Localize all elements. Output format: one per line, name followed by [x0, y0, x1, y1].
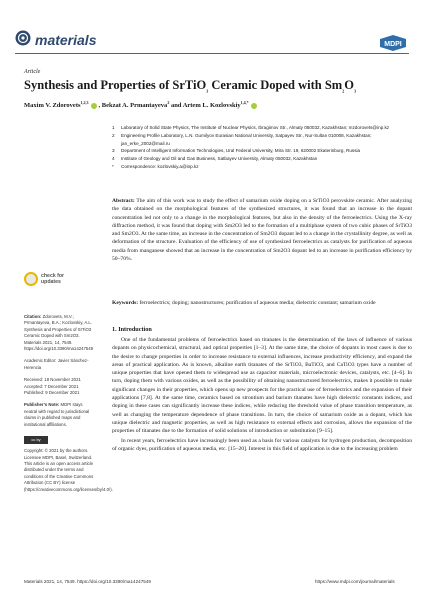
cc-license-icon[interactable]: cc by	[24, 436, 48, 444]
affiliation-item: 3 Department of Intelligent Information Technologies, Ural Federal University, Mira Str. 19, 620002 Ekaterinburg, Russia	[112, 148, 361, 154]
keywords: Keywords: ferroelectrics; doping; nanostructures; purification of aqueous media; dielectric constant; samarium oxide	[112, 300, 376, 306]
citation: Citation: Zdorovets, M.V.; Prmantayeva, B.A.; Kozlovskiy, A.L. Synthesis and Properties of SrTiO3 Ceramic Doped with Sm2O3. Materials 2021, 14, 7549. https://doi.org/10.3390/ma14247549	[24, 314, 94, 352]
correspondence: * Correspondence: kozlovskiy.a@inp.kz	[112, 163, 199, 169]
affiliation-item: 2 Engineering Profile Laboratory, L.N. Gumilyov Eurasian National University, Satpayev Str., Nur-Sultan 010008, Kazakhstan; jan_erke_2002@mail.ru	[112, 132, 372, 146]
body-text	[112, 336, 412, 454]
author-list: Maxim V. Zdorovets$^{1,2,3}$ , Bekzat A. Prmantayeva$^2$ and Artem L. Kozlovskiy$^{1,4,*}$	[24, 101, 414, 110]
affiliation-item: 1 Laboratory of Solid State Physics, The Institute of Nuclear Physics, Ibragimov Str., Almaty 050032, Kazakhstan; mzdorovets@inp.kz	[112, 125, 390, 130]
abstract-text: The aim of this work was to study the effect of samarium oxide doping on a SrTiO3 perovskite ceramic. After analyzing the data obtained on the morphological features of the synthesized structures, it was found that an increase in the dopant concentration led not only to a change in the morphological features, but also in the density of the ferroelectrics. Using the X-ray diffraction method, it was found that doping with Sm2O3 led to the formation of a multiphase system of two cubic phases of SrTiO3 and Sm2O3. At the same time, an increase in the concentration of Sm2O3 dopant led to a change in the crystallinity degree, as well as deformation of the structure. Evaluation of the efficiency of use of synthesized ferroelectrics as catalysts for purification of aqueous media from manganese showed that an increase in the concentration of Sm2O3 dopant led to an increase in purification efficiency by 50–70%.	[112, 198, 412, 263]
author-name: Bekzat A. Prmantayeva	[101, 102, 168, 109]
mdpi-logo-icon[interactable]	[380, 35, 406, 51]
check-for-updates-icon	[24, 272, 38, 286]
author-name: Maxim V. Zdorovets	[24, 102, 81, 109]
affiliation-item: 4 Institute of Geology and Oil and Gas Business, Satbayev University, Almaty 050032, Kazakhstan	[112, 156, 318, 162]
academic-editor: Academic Editor: Javier Sánchez-Herencia	[24, 358, 89, 370]
check-for-updates-badge[interactable]: check for updates	[24, 272, 84, 296]
received-date: Received: 18 November 2021	[24, 377, 81, 383]
orcid-icon[interactable]	[251, 103, 257, 109]
orcid-icon[interactable]	[91, 103, 97, 109]
article-title: Synthesis and Properties of SrTiO$_3$ Ceramic Doped with $Sm_2O_3$	[24, 78, 356, 94]
copyright: Copyright: © 2021 by the authors. Licensee MDPI, Basel, Switzerland. This article is an open access article distributed under the terms and conditions of the Creative Commons Attribution (CC BY) license (https://creativecommons.org/licenses/by/4.0/).	[24, 448, 113, 492]
footer-citation[interactable]: Materials 2021, 14, 7549. https://doi.org/10.3390/ma14247549	[24, 579, 151, 584]
article-type-label: Article	[24, 69, 41, 75]
abstract: Abstract: The aim of this work was to study the effect of samarium oxide doping on a SrTiO3 perovskite ceramic. After analyzing the data obtained on the morphological features of the synthesized structures, it was found that an increase in the dopant concentration led not only to a change in the morphological features, but also in the density of the ferroelectrics. Using the X-ray diffraction method, it was found that doping with Sm2O3 led to the formation of a multiphase system of two cubic phases of SrTiO3 and Sm2O3. At the same time, an increase in the concentration of Sm2O3 dopant led to a change in the crystallinity degree, as well as deformation of the structure. Evaluation of the efficiency of use of synthesized ferroelectrics as catalysts for purification of aqueous media from manganese showed that an increase in the concentration of Sm2O3 dopant led to an increase in purification efficiency by 50–70%.	[112, 198, 412, 263]
journal-name: materials	[35, 32, 97, 48]
section-heading: 1. Introduction	[112, 326, 152, 333]
author-name: Artem L. Kozlovskiy	[182, 102, 241, 109]
header-divider	[15, 53, 409, 54]
accepted-date: Accepted: 7 December 2021	[24, 383, 79, 389]
footer-journal-link[interactable]: https://www.mdpi.com/journal/materials	[315, 579, 395, 584]
paragraph: One of the fundamental problems of ferroelectrics based on titanates is the determination of the laws of influence of various dopants on physicochemical, structural, and optical properties [1–3]. At the same time, the choice of dopants in most cases is due to the desire to change properties in order to increase resistance to external influences, increase productivity efficiency, and expand the areas of practical application. As is known, alkaline earth titanates of the SrTiO3, BaTiO3, and CaTiO3 types have a number of unique properties that have opened them to widespread use as capacitor materials, microelectronic devices, catalysts, etc. [4–6]. In turn, doping them with various oxides, as well as the possibility of obtaining nanostructured ferroelectrics, makes it possible to make significant changes in their properties, which opens up new prospects for the practical use of ferroelectrics and the expansion of their applications [7,8]. At the same time, ceramics based on strontium and barium titanates have high dielectric constants indices, and doping in these cases can significantly increase these indices, while reducing the threshold value of phase transition temperature, as well as changing the temperature dependence of phase transitions. In turn, the choice of samarium oxide as a dopant, which has unique dielectric and magnetic properties, as well as high resistance to external effects and corrosion, allows the expansion of the properties of titanates due to the formation of solid solutions of introduction or substitution [9–15].	[112, 337, 412, 435]
journal-logo-icon	[15, 30, 31, 46]
article-sidebar	[24, 314, 113, 493]
paragraph: In recent years, ferroelectrics have increasingly been used as a basis for various catalysts for hydrogen production, decomposition of organic dyes, purification of aqueous media, etc. [15–20]. Interest in this field of application is due to the increasing problem	[112, 437, 412, 452]
keywords-text: ferroelectrics; doping; nanostructures; purification of aqueous media; dielectric constant; samarium oxide	[139, 300, 376, 306]
affiliations	[112, 124, 412, 171]
published-date: Published: 9 December 2021	[24, 390, 80, 396]
svg-text:MDPI: MDPI	[384, 41, 402, 48]
publisher-note: Publisher’s Note: MDPI stays neutral with regard to jurisdictional claims in published maps and institutional affiliations.	[24, 402, 90, 427]
